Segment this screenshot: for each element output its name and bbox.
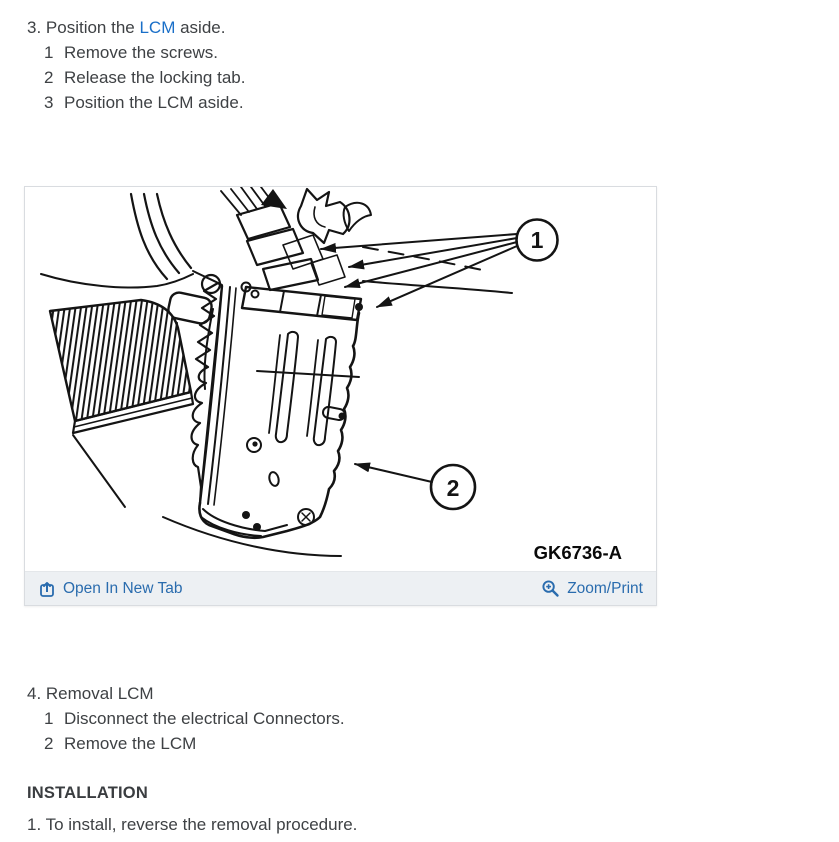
zoom-print-label: Zoom/Print xyxy=(567,579,643,597)
open-in-new-tab-icon xyxy=(38,580,56,598)
figure-toolbar xyxy=(25,571,656,605)
installation-heading: INSTALLATION xyxy=(27,784,148,802)
magnifier-plus-icon xyxy=(541,579,560,598)
installation-step: 1. To install, reverse the removal procedure. xyxy=(27,815,358,834)
step3-suffix: aside. xyxy=(175,18,226,37)
callout-1-number: 1 xyxy=(530,227,544,253)
lcm-module xyxy=(199,286,363,538)
figure-viewer xyxy=(24,186,657,606)
callout-2-number: 2 xyxy=(446,475,460,501)
figure-part-code: GK6736-A xyxy=(533,542,622,563)
callout-1 xyxy=(321,220,558,308)
step4-substep-2: 2 Remove the LCM xyxy=(44,734,197,753)
step3-substep-2: 2 Release the locking tab. xyxy=(44,68,246,87)
vent-grille xyxy=(50,300,193,433)
open-in-new-tab-link[interactable] xyxy=(38,580,182,598)
step4-title: 4. Removal LCM xyxy=(27,684,154,703)
step3-substep-3: 3 Position the LCM aside. xyxy=(44,93,244,112)
step3-substep-1: 1 Remove the screws. xyxy=(44,43,218,62)
step3-title xyxy=(27,15,245,40)
open-in-new-tab-label: Open In New Tab xyxy=(63,579,183,597)
step3-block xyxy=(27,15,245,115)
step3-prefix: 3. Position the xyxy=(27,18,140,37)
callout-2 xyxy=(355,464,475,509)
step4-block xyxy=(27,681,357,837)
lcm-line-drawing xyxy=(25,187,656,570)
lcm-link[interactable]: LCM xyxy=(139,18,176,37)
zoom-print-link[interactable] xyxy=(541,579,643,598)
step4-substep-1: 1 Disconnect the electrical Connectors. xyxy=(44,709,345,728)
